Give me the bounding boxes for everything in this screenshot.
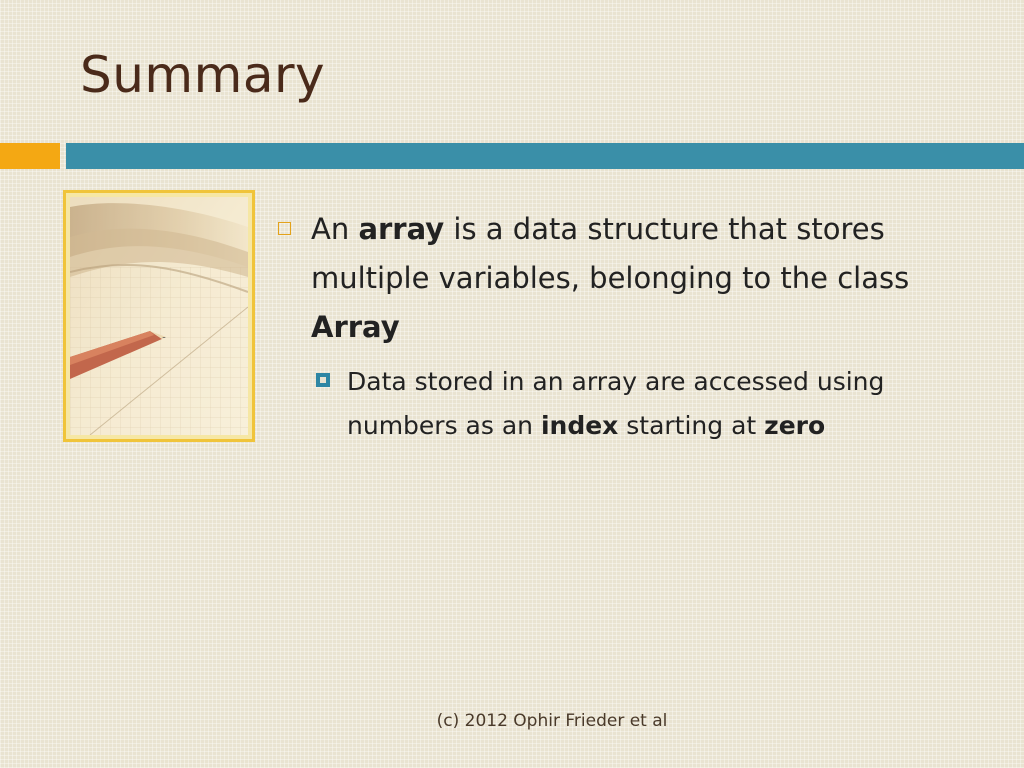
pencil-on-graph-paper-image [63, 190, 255, 442]
bullet-term-array: array [358, 212, 445, 246]
accent-bar-orange [0, 143, 60, 169]
filled-square-bullet-icon [316, 373, 330, 387]
accent-bar-teal [66, 143, 1024, 169]
slide-footer: (c) 2012 Ophir Frieder et al [436, 711, 668, 731]
bullet-text-1b: is a data structure that stores multiple variables, belonging to the class [311, 212, 910, 295]
bullet-term-class-array: Array [311, 310, 400, 344]
hollow-square-bullet-icon [278, 222, 291, 235]
pencil-illustration [70, 197, 248, 435]
bullet-text-2b: starting at [618, 411, 765, 440]
bullet-term-index: index [540, 411, 619, 440]
bullet-text-2a: Data stored in an array are accessed using numbers as an [347, 367, 885, 440]
bullet-text-1a: An [311, 212, 359, 246]
bullet-term-zero: zero [764, 411, 826, 440]
bullet-item-level-2 [316, 360, 978, 448]
bullet-item-level-1 [278, 205, 978, 352]
slide-title: Summary [80, 46, 326, 104]
bullet-list [278, 205, 978, 448]
